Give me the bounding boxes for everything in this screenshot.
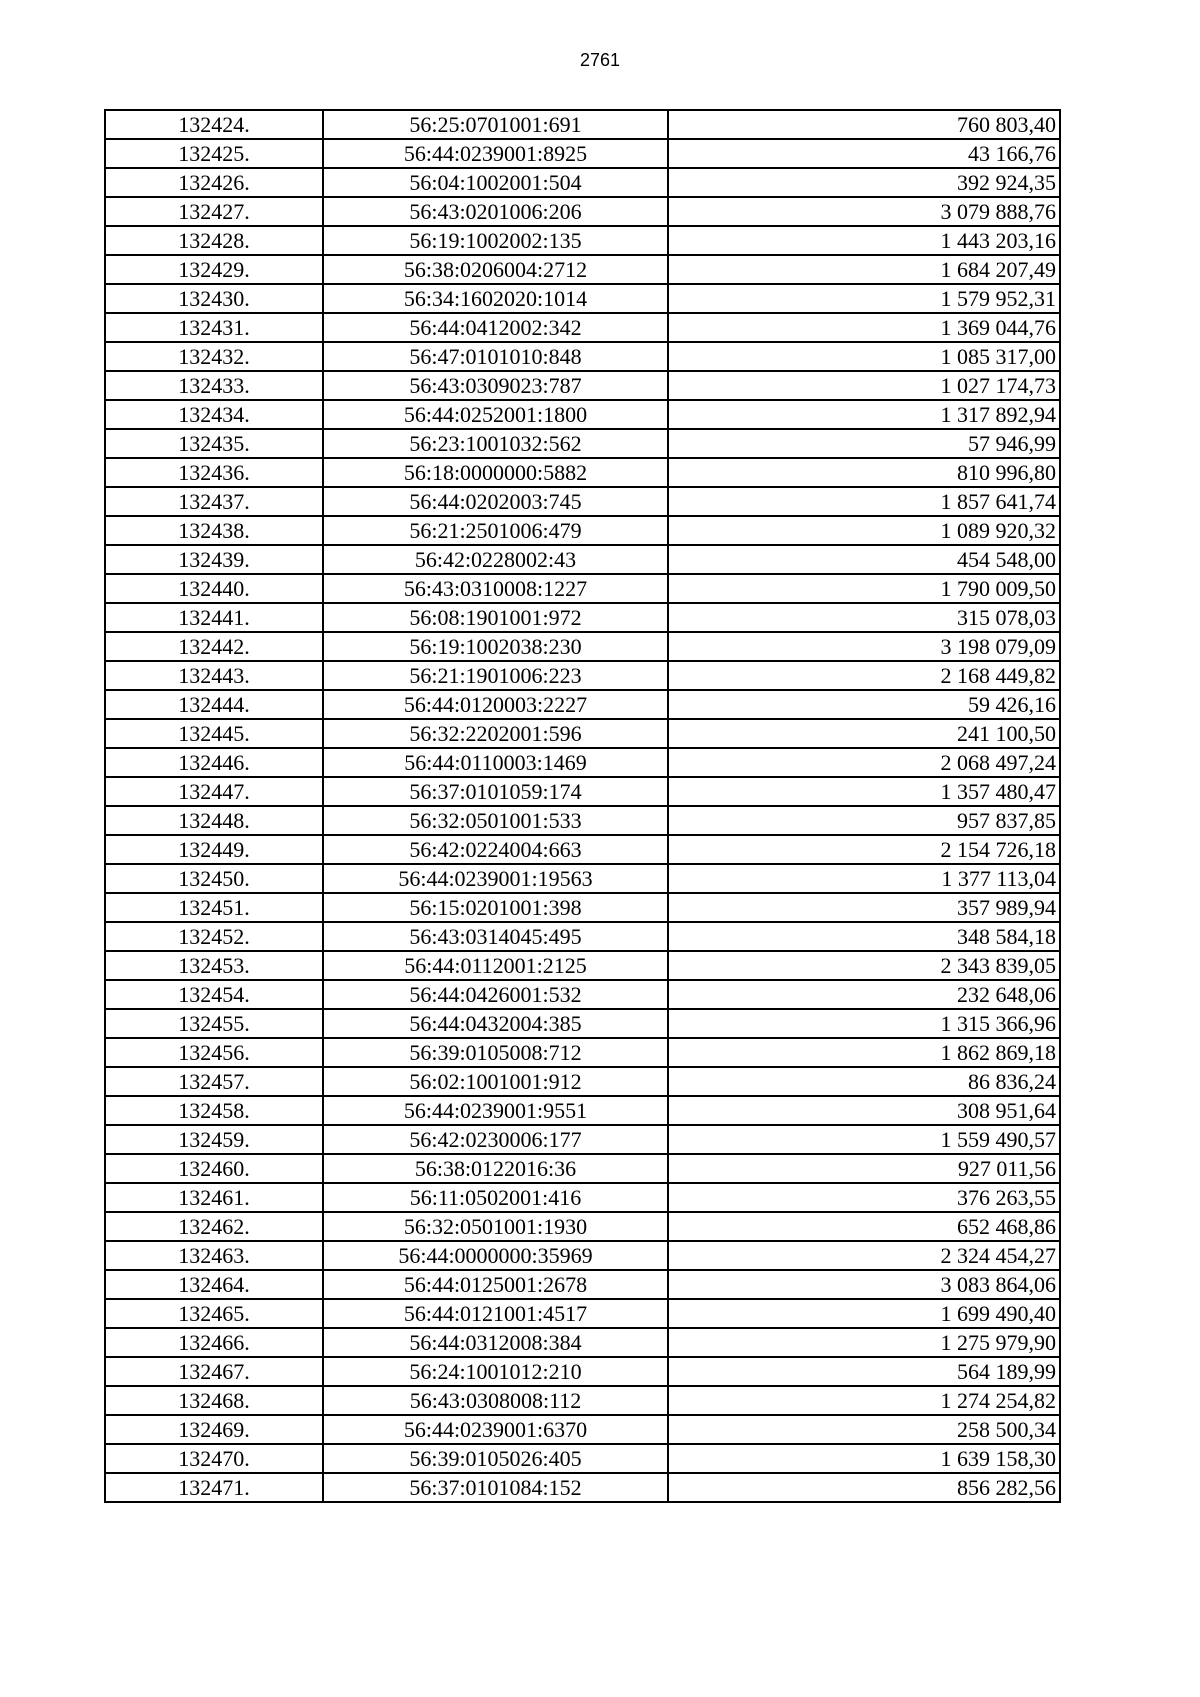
cadastral-value-cell: 927 011,56 xyxy=(668,1154,1060,1183)
cadastral-value-cell: 564 189,99 xyxy=(668,1357,1060,1386)
table-body xyxy=(105,110,1060,1502)
cadastral-number-cell: 56:21:2501006:479 xyxy=(323,516,668,545)
cadastral-value-cell: 1 684 207,49 xyxy=(668,255,1060,284)
row-number-cell: 132425. xyxy=(105,139,323,168)
cadastral-value-cell: 3 198 079,09 xyxy=(668,632,1060,661)
row-number-cell: 132456. xyxy=(105,1038,323,1067)
cadastral-number-cell: 56:44:0432004:385 xyxy=(323,1009,668,1038)
cadastral-value-cell: 357 989,94 xyxy=(668,893,1060,922)
row-number-cell: 132427. xyxy=(105,197,323,226)
table-row xyxy=(105,342,1060,371)
row-number-cell: 132447. xyxy=(105,777,323,806)
row-number-cell: 132437. xyxy=(105,487,323,516)
cadastral-number-cell: 56:44:0426001:532 xyxy=(323,980,668,1009)
row-number-cell: 132438. xyxy=(105,516,323,545)
row-number-cell: 132444. xyxy=(105,690,323,719)
cadastral-value-cell: 856 282,56 xyxy=(668,1473,1060,1502)
cadastral-number-cell: 56:38:0122016:36 xyxy=(323,1154,668,1183)
table-row xyxy=(105,748,1060,777)
table-row xyxy=(105,951,1060,980)
row-number-cell: 132443. xyxy=(105,661,323,690)
cadastral-number-cell: 56:43:0309023:787 xyxy=(323,371,668,400)
cadastral-value-cell: 1 357 480,47 xyxy=(668,777,1060,806)
row-number-cell: 132426. xyxy=(105,168,323,197)
cadastral-number-cell: 56:44:0312008:384 xyxy=(323,1328,668,1357)
cadastral-number-cell: 56:44:0252001:1800 xyxy=(323,400,668,429)
table-row xyxy=(105,1444,1060,1473)
cadastral-number-cell: 56:32:0501001:533 xyxy=(323,806,668,835)
cadastral-value-cell: 1 274 254,82 xyxy=(668,1386,1060,1415)
row-number-cell: 132435. xyxy=(105,429,323,458)
cadastral-value-cell: 1 317 892,94 xyxy=(668,400,1060,429)
cadastral-number-cell: 56:02:1001001:912 xyxy=(323,1067,668,1096)
table-row xyxy=(105,1357,1060,1386)
row-number-cell: 132440. xyxy=(105,574,323,603)
table-row xyxy=(105,1386,1060,1415)
cadastral-value-cell: 3 079 888,76 xyxy=(668,197,1060,226)
table-row xyxy=(105,893,1060,922)
cadastral-number-cell: 56:44:0120003:2227 xyxy=(323,690,668,719)
table-row xyxy=(105,1096,1060,1125)
row-number-cell: 132471. xyxy=(105,1473,323,1502)
cadastral-number-cell: 56:19:1002002:135 xyxy=(323,226,668,255)
table-row xyxy=(105,110,1060,139)
cadastral-number-cell: 56:42:0228002:43 xyxy=(323,545,668,574)
cadastral-value-cell: 392 924,35 xyxy=(668,168,1060,197)
cadastral-number-cell: 56:44:0202003:745 xyxy=(323,487,668,516)
cadastral-value-cell: 1 579 952,31 xyxy=(668,284,1060,313)
table-row xyxy=(105,864,1060,893)
cadastral-value-cell: 348 584,18 xyxy=(668,922,1060,951)
cadastral-value-cell: 454 548,00 xyxy=(668,545,1060,574)
cadastral-value-cell: 1 699 490,40 xyxy=(668,1299,1060,1328)
cadastral-value-cell: 1 559 490,57 xyxy=(668,1125,1060,1154)
cadastral-number-cell: 56:25:0701001:691 xyxy=(323,110,668,139)
page-number: 2761 xyxy=(579,50,621,70)
row-number-cell: 132464. xyxy=(105,1270,323,1299)
cadastral-number-cell: 56:24:1001012:210 xyxy=(323,1357,668,1386)
row-number-cell: 132431. xyxy=(105,313,323,342)
table-row xyxy=(105,400,1060,429)
table-row xyxy=(105,632,1060,661)
cadastral-value-cell: 2 068 497,24 xyxy=(668,748,1060,777)
table-row xyxy=(105,487,1060,516)
row-number-cell: 132459. xyxy=(105,1125,323,1154)
table-row xyxy=(105,1328,1060,1357)
table-row xyxy=(105,1183,1060,1212)
table-row xyxy=(105,1067,1060,1096)
row-number-cell: 132466. xyxy=(105,1328,323,1357)
cadastral-value-cell: 1 639 158,30 xyxy=(668,1444,1060,1473)
cadastral-number-cell: 56:23:1001032:562 xyxy=(323,429,668,458)
table-row xyxy=(105,139,1060,168)
cadastral-number-cell: 56:04:1002001:504 xyxy=(323,168,668,197)
row-number-cell: 132458. xyxy=(105,1096,323,1125)
row-number-cell: 132433. xyxy=(105,371,323,400)
table-row xyxy=(105,1212,1060,1241)
row-number-cell: 132448. xyxy=(105,806,323,835)
cadastral-value-cell: 59 426,16 xyxy=(668,690,1060,719)
row-number-cell: 132428. xyxy=(105,226,323,255)
table-row xyxy=(105,922,1060,951)
row-number-cell: 132454. xyxy=(105,980,323,1009)
table-row xyxy=(105,661,1060,690)
cadastral-number-cell: 56:43:0314045:495 xyxy=(323,922,668,951)
table-row xyxy=(105,516,1060,545)
row-number-cell: 132468. xyxy=(105,1386,323,1415)
cadastral-value-cell: 2 154 726,18 xyxy=(668,835,1060,864)
cadastral-value-cell: 1 790 009,50 xyxy=(668,574,1060,603)
table-row xyxy=(105,168,1060,197)
row-number-cell: 132434. xyxy=(105,400,323,429)
cadastral-value-cell: 1 862 869,18 xyxy=(668,1038,1060,1067)
cadastral-number-cell: 56:18:0000000:5882 xyxy=(323,458,668,487)
cadastral-value-cell: 1 027 174,73 xyxy=(668,371,1060,400)
table-row xyxy=(105,980,1060,1009)
row-number-cell: 132452. xyxy=(105,922,323,951)
cadastral-number-cell: 56:42:0224004:663 xyxy=(323,835,668,864)
cadastral-value-cell: 1 377 113,04 xyxy=(668,864,1060,893)
cadastral-value-cell: 232 648,06 xyxy=(668,980,1060,1009)
cadastral-value-cell: 810 996,80 xyxy=(668,458,1060,487)
row-number-cell: 132432. xyxy=(105,342,323,371)
row-number-cell: 132445. xyxy=(105,719,323,748)
cadastral-number-cell: 56:15:0201001:398 xyxy=(323,893,668,922)
row-number-cell: 132436. xyxy=(105,458,323,487)
row-number-cell: 132457. xyxy=(105,1067,323,1096)
table-row xyxy=(105,806,1060,835)
cadastral-number-cell: 56:32:0501001:1930 xyxy=(323,1212,668,1241)
table-row xyxy=(105,371,1060,400)
table-row xyxy=(105,1270,1060,1299)
cadastral-value-cell: 1 315 366,96 xyxy=(668,1009,1060,1038)
cadastral-value-cell: 308 951,64 xyxy=(668,1096,1060,1125)
row-number-cell: 132429. xyxy=(105,255,323,284)
table-row xyxy=(105,1154,1060,1183)
row-number-cell: 132446. xyxy=(105,748,323,777)
row-number-cell: 132449. xyxy=(105,835,323,864)
cadastral-number-cell: 56:44:0125001:2678 xyxy=(323,1270,668,1299)
row-number-cell: 132467. xyxy=(105,1357,323,1386)
cadastral-value-cell: 1 443 203,16 xyxy=(668,226,1060,255)
row-number-cell: 132465. xyxy=(105,1299,323,1328)
row-number-cell: 132453. xyxy=(105,951,323,980)
cadastral-value-cell: 1 089 920,32 xyxy=(668,516,1060,545)
table-row xyxy=(105,545,1060,574)
cadastral-value-cell: 1 275 979,90 xyxy=(668,1328,1060,1357)
row-number-cell: 132450. xyxy=(105,864,323,893)
cadastral-value-cell: 2 343 839,05 xyxy=(668,951,1060,980)
cadastral-number-cell: 56:32:2202001:596 xyxy=(323,719,668,748)
row-number-cell: 132451. xyxy=(105,893,323,922)
cadastral-number-cell: 56:44:0110003:1469 xyxy=(323,748,668,777)
table-row xyxy=(105,1125,1060,1154)
cadastral-number-cell: 56:37:0101059:174 xyxy=(323,777,668,806)
cadastral-number-cell: 56:43:0308008:112 xyxy=(323,1386,668,1415)
cadastral-value-cell: 957 837,85 xyxy=(668,806,1060,835)
cadastral-number-cell: 56:39:0105008:712 xyxy=(323,1038,668,1067)
cadastral-value-cell: 258 500,34 xyxy=(668,1415,1060,1444)
row-number-cell: 132439. xyxy=(105,545,323,574)
table-row xyxy=(105,719,1060,748)
cadastral-value-cell: 1 857 641,74 xyxy=(668,487,1060,516)
row-number-cell: 132461. xyxy=(105,1183,323,1212)
cadastral-value-cell: 1 085 317,00 xyxy=(668,342,1060,371)
cadastral-value-cell: 241 100,50 xyxy=(668,719,1060,748)
cadastral-number-cell: 56:44:0239001:19563 xyxy=(323,864,668,893)
table-row xyxy=(105,284,1060,313)
table-row xyxy=(105,1009,1060,1038)
table-row xyxy=(105,313,1060,342)
row-number-cell: 132470. xyxy=(105,1444,323,1473)
cadastral-number-cell: 56:19:1002038:230 xyxy=(323,632,668,661)
table-row xyxy=(105,1473,1060,1502)
cadastral-value-cell: 43 166,76 xyxy=(668,139,1060,168)
cadastral-number-cell: 56:34:1602020:1014 xyxy=(323,284,668,313)
cadastral-value-cell: 3 083 864,06 xyxy=(668,1270,1060,1299)
cadastral-value-cell: 57 946,99 xyxy=(668,429,1060,458)
cadastral-value-cell: 1 369 044,76 xyxy=(668,313,1060,342)
row-number-cell: 132462. xyxy=(105,1212,323,1241)
table-row xyxy=(105,1415,1060,1444)
table-row xyxy=(105,226,1060,255)
row-number-cell: 132469. xyxy=(105,1415,323,1444)
cadastral-number-cell: 56:38:0206004:2712 xyxy=(323,255,668,284)
table-row xyxy=(105,574,1060,603)
table-row xyxy=(105,1241,1060,1270)
cadastral-value-cell: 315 078,03 xyxy=(668,603,1060,632)
cadastral-number-cell: 56:47:0101010:848 xyxy=(323,342,668,371)
table-row xyxy=(105,197,1060,226)
row-number-cell: 132460. xyxy=(105,1154,323,1183)
table-row xyxy=(105,835,1060,864)
cadastral-number-cell: 56:44:0239001:8925 xyxy=(323,139,668,168)
row-number-cell: 132442. xyxy=(105,632,323,661)
table-row xyxy=(105,777,1060,806)
cadastral-number-cell: 56:44:0121001:4517 xyxy=(323,1299,668,1328)
cadastral-number-cell: 56:44:0239001:9551 xyxy=(323,1096,668,1125)
cadastral-number-cell: 56:44:0000000:35969 xyxy=(323,1241,668,1270)
cadastral-number-cell: 56:39:0105026:405 xyxy=(323,1444,668,1473)
cadastral-number-cell: 56:08:1901001:972 xyxy=(323,603,668,632)
cadastral-value-cell: 652 468,86 xyxy=(668,1212,1060,1241)
table-row xyxy=(105,603,1060,632)
cadastral-number-cell: 56:11:0502001:416 xyxy=(323,1183,668,1212)
cadastral-value-cell: 2 168 449,82 xyxy=(668,661,1060,690)
cadastral-number-cell: 56:43:0310008:1227 xyxy=(323,574,668,603)
row-number-cell: 132424. xyxy=(105,110,323,139)
cadastral-number-cell: 56:44:0112001:2125 xyxy=(323,951,668,980)
cadastral-value-cell: 376 263,55 xyxy=(668,1183,1060,1212)
cadastral-number-cell: 56:21:1901006:223 xyxy=(323,661,668,690)
cadastral-value-cell: 2 324 454,27 xyxy=(668,1241,1060,1270)
cadastral-value-cell: 760 803,40 xyxy=(668,110,1060,139)
row-number-cell: 132455. xyxy=(105,1009,323,1038)
cadastral-number-cell: 56:44:0412002:342 xyxy=(323,313,668,342)
row-number-cell: 132463. xyxy=(105,1241,323,1270)
cadastral-number-cell: 56:37:0101084:152 xyxy=(323,1473,668,1502)
row-number-cell: 132430. xyxy=(105,284,323,313)
cadastral-number-cell: 56:44:0239001:6370 xyxy=(323,1415,668,1444)
table-row xyxy=(105,1299,1060,1328)
table-row xyxy=(105,255,1060,284)
table-row xyxy=(105,1038,1060,1067)
table-row xyxy=(105,690,1060,719)
table-row xyxy=(105,458,1060,487)
cadastral-number-cell: 56:42:0230006:177 xyxy=(323,1125,668,1154)
cadastral-number-cell: 56:43:0201006:206 xyxy=(323,197,668,226)
cadastral-value-table xyxy=(104,109,1061,1503)
table-row xyxy=(105,429,1060,458)
row-number-cell: 132441. xyxy=(105,603,323,632)
cadastral-value-cell: 86 836,24 xyxy=(668,1067,1060,1096)
